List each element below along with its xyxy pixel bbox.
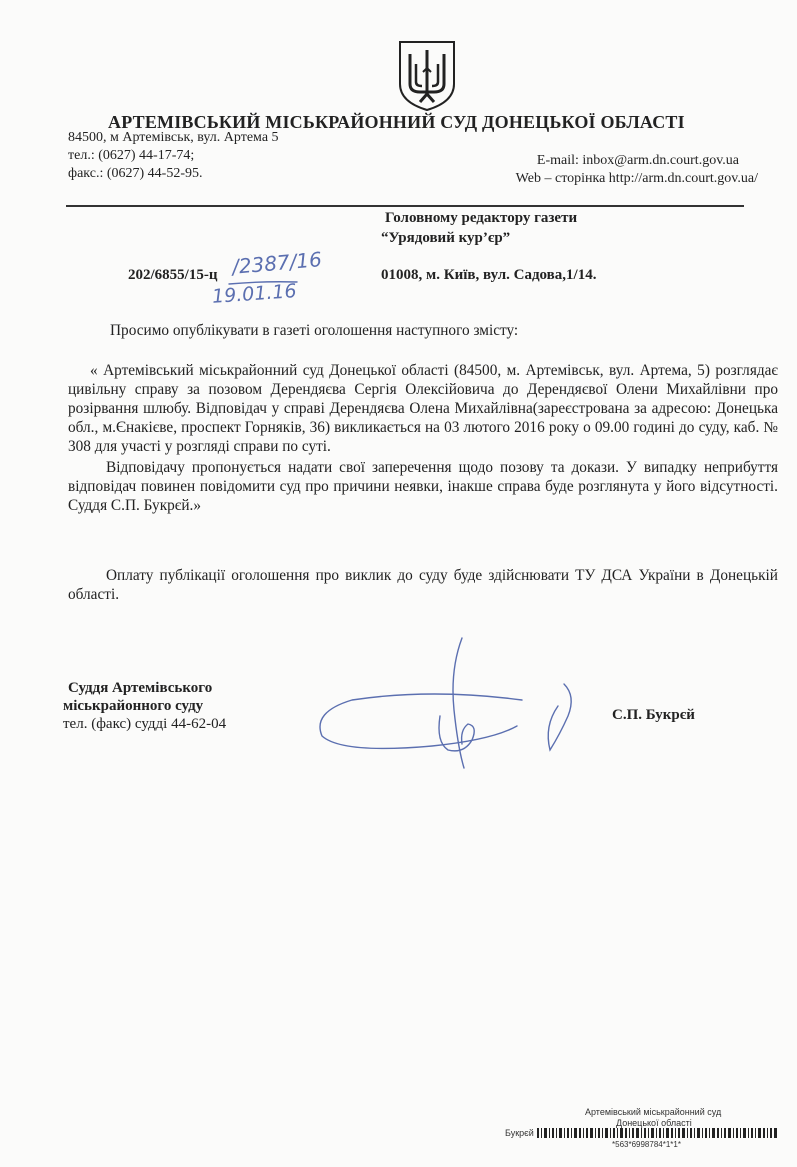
signature-title-line1: Суддя Артемівського <box>68 680 213 696</box>
court-phone: тел.: (0627) 44-17-74; <box>68 148 195 163</box>
court-fax: факс.: (0627) 44-52-95. <box>68 166 203 181</box>
registry-code: *563*6998784*1*1* <box>612 1140 681 1149</box>
request-intro: Просимо опублікувати в газеті оголошення наступного змісту: <box>110 322 519 339</box>
announcement-text <box>68 361 778 515</box>
registry-stamp-label: Букрєй <box>505 1128 534 1138</box>
signature-title-line2: міськрайонного суду <box>63 698 204 714</box>
handwritten-reference-number: /2387/16 <box>231 247 323 279</box>
announcement-paragraph-1: « Артемівський міськрайонний суд Донецької області (84500, м. Артемівськ, вул. Артема, 5) розглядає цивільну справу за позовом Дерендяєва Сергія Олексійовича до Дерендяєвої Олени Михайлівни про розірвання шлюбу. Відповідач у справі Дерендяєва Олена Михайлівна(зареєстрована за адресою: Донецька обл., м.Єнакієве, проспект Горняків, 36) викликається на 03 лютого 2016 року о 09.00 годині до суду, каб. № 308 для участі у розгляді справи по суті. <box>68 362 778 455</box>
postal-address: 84500, м Артемівськ, вул. Артема 5 <box>68 130 279 145</box>
judge-name: С.П. Букрєй <box>612 707 695 723</box>
handwritten-signature <box>312 630 592 775</box>
barcode-icon <box>537 1128 777 1138</box>
court-name: АРТЕМІВСЬКИЙ МІСЬКРАЙОННИЙ СУД ДОНЕЦЬКОЇ ОБЛАСТІ <box>108 112 685 132</box>
registry-barcode-row <box>505 1128 777 1138</box>
payment-note: Оплату публікації оголошення про виклик до суду буде здійснювати ТУ ДСА України в Донецькій області. <box>68 567 778 603</box>
announcement-paragraph-2: Відповідачу пропонується надати свої заперечення щодо позову та докази. У випадку неприбуття відповідач повинен повідомити суд про причини неявки, інакше справа буде розглянута у його відсутності. Суддя С.П. Букрєй.» <box>68 459 778 514</box>
recipient-address: 01008, м. Київ, вул. Садова,1/14. <box>381 267 597 283</box>
reference-number: 202/6855/15-ц <box>128 267 218 283</box>
court-website: Web – сторінка http://arm.dn.court.gov.ua/ <box>515 171 758 186</box>
court-email: E-mail: inbox@arm.dn.court.gov.ua <box>536 153 739 168</box>
handwritten-date: 19.01.16 <box>211 280 298 308</box>
coat-of-arms-icon <box>396 38 458 112</box>
registry-stamp-line1: Артемівський міськрайонний суд <box>585 1107 722 1117</box>
registry-stamp-line2: Донецької області <box>616 1118 692 1128</box>
recipient-line2: “Урядовий кур’єр” <box>381 230 511 246</box>
recipient-line1: Головному редактору газети <box>385 210 578 226</box>
judge-phone: тел. (факс) судді 44-62-04 <box>63 716 227 732</box>
header-divider <box>66 205 744 207</box>
handwritten-underline <box>228 280 298 286</box>
